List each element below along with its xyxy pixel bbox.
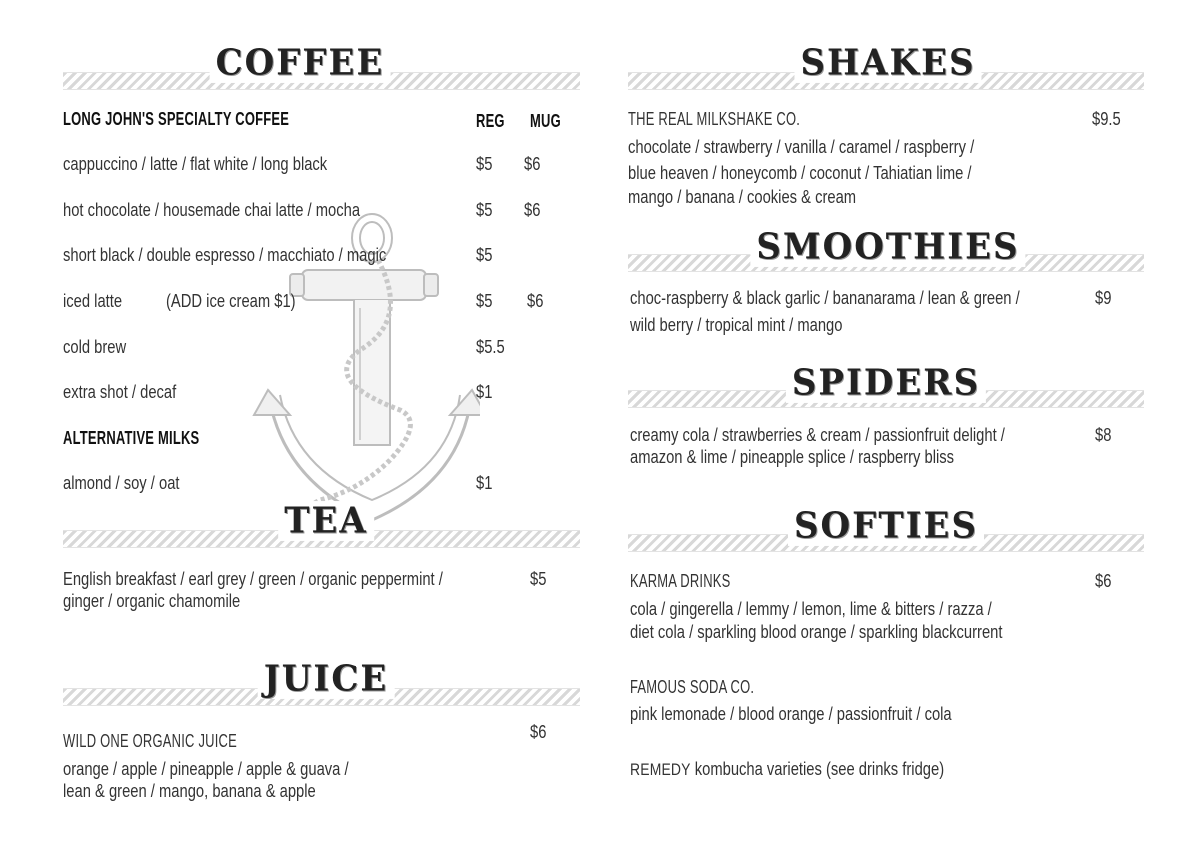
karma-line: diet cola / sparkling blood orange / sparkling blackcurrent (630, 622, 1003, 642)
coffee-item: iced latte (63, 291, 123, 311)
coffee-price-mug: $6 (527, 291, 544, 311)
shakes-heading: SHAKES (794, 43, 981, 83)
karma-line: cola / gingerella / lemmy / lemon, lime & bitters / razza / (630, 599, 992, 619)
shakes-line: mango / banana / cookies & cream (628, 187, 857, 207)
coffee-item: cold brew (63, 337, 127, 357)
coffee-price-reg: $5 (476, 200, 493, 220)
spiders-line: creamy cola / strawberries & cream / passionfruit delight / (630, 425, 1005, 445)
spiders-heading: SPIDERS (786, 363, 986, 403)
coffee-price-reg: $1 (476, 382, 493, 402)
shakes-line: chocolate / strawberry / vanilla / caramel / raspberry / (628, 137, 975, 157)
tea-line: ginger / organic chamomile (63, 591, 241, 611)
spiders-line: amazon & lime / pineapple splice / raspberry bliss (630, 447, 955, 467)
juice-line: orange / apple / pineapple / apple & guava / (63, 759, 349, 779)
coffee-price-reg: $5.5 (476, 337, 505, 357)
famous-soda-line: pink lemonade / blood orange / passionfruit / cola (630, 704, 952, 724)
smoothies-line: choc-raspberry & black garlic / bananarama / lean & green / (630, 288, 1020, 308)
juice-price: $6 (530, 722, 547, 742)
coffee-price-reg: $5 (476, 245, 493, 265)
coffee-col-reg: REG (476, 111, 505, 131)
shakes-brand: THE REAL MILKSHAKE CO. (628, 109, 801, 129)
juice-line: lean & green / mango, banana & apple (63, 781, 316, 801)
coffee-item: hot chocolate / housemade chai latte / mocha (63, 200, 361, 220)
juice-heading: JUICE (258, 659, 395, 699)
coffee-price-mug: $6 (524, 200, 541, 220)
tea-price: $5 (530, 569, 547, 589)
coffee-item: cappuccino / latte / flat white / long black (63, 154, 328, 174)
coffee-price-mug: $6 (524, 154, 541, 174)
spiders-price: $8 (1095, 425, 1112, 445)
coffee-heading: COFFEE (210, 43, 391, 83)
remedy-brand: REMEDY (630, 760, 691, 779)
iced-latte-addon: (ADD ice cream $1) (166, 291, 296, 311)
coffee-item: short black / double espresso / macchiato / magic (63, 245, 387, 265)
shakes-price: $9.5 (1092, 109, 1121, 129)
coffee-price-reg: $5 (476, 154, 493, 174)
shakes-line: blue heaven / honeycomb / coconut / Tahiatian lime / (628, 163, 972, 183)
smoothies-line: wild berry / tropical mint / mango (630, 315, 843, 335)
softies-heading: SOFTIES (788, 506, 984, 546)
coffee-specialty-label: LONG JOHN'S SPECIALTY COFFEE (63, 109, 290, 129)
remedy-line (630, 758, 944, 781)
coffee-col-mug: MUG (530, 111, 561, 131)
softies-price: $6 (1095, 571, 1112, 591)
smoothies-heading: SMOOTHIES (750, 227, 1025, 267)
alt-milks-item: almond / soy / oat (63, 473, 180, 493)
tea-line: English breakfast / earl grey / green / organic peppermint / (63, 569, 443, 589)
karma-brand: KARMA DRINKS (630, 571, 731, 591)
coffee-price-reg: $5 (476, 291, 493, 311)
remedy-text: kombucha varieties (see drinks fridge) (690, 759, 945, 779)
smoothies-price: $9 (1095, 288, 1112, 308)
alt-milks-label: ALTERNATIVE MILKS (63, 428, 200, 448)
famous-soda-brand: FAMOUS SODA CO. (630, 677, 755, 697)
alt-milks-price: $1 (476, 473, 493, 493)
tea-heading: TEA (278, 501, 374, 541)
juice-brand: WILD ONE ORGANIC JUICE (63, 731, 237, 751)
coffee-item: extra shot / decaf (63, 382, 177, 402)
